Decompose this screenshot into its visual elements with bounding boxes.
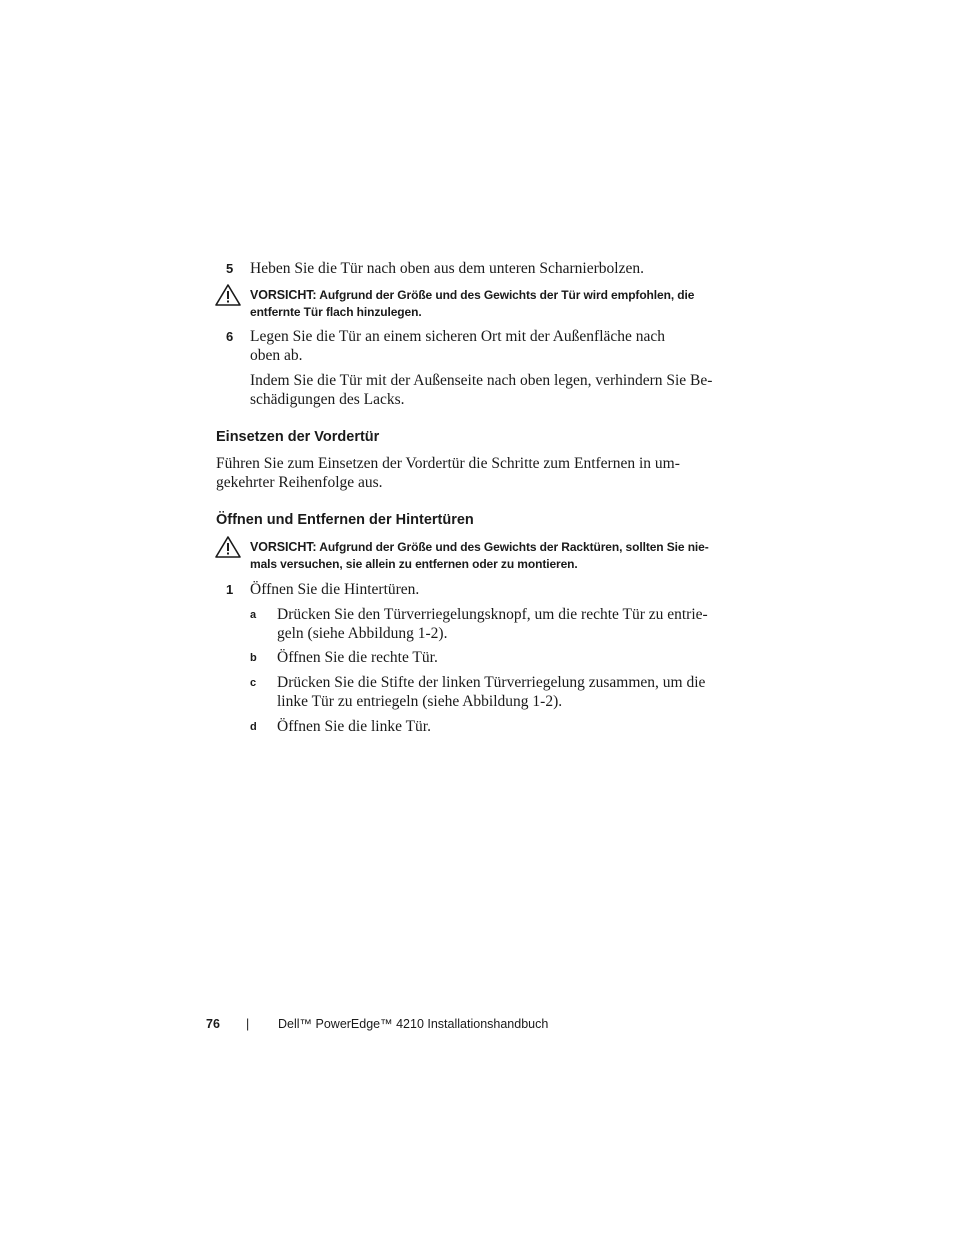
step-text: Öffnen Sie die Hintertüren. xyxy=(250,581,420,598)
substep-letter: b xyxy=(250,652,257,664)
substep-letter: c xyxy=(250,677,257,689)
caution-text: Aufgrund der Größe und des Gewichts der Tür wird empfohlen, die xyxy=(319,288,695,302)
substep-line: Drücken Sie die Stifte der linken Türverriegelung zusammen, um die xyxy=(277,674,706,691)
substep-line: geln (siehe Abbildung 1-2). xyxy=(277,625,448,642)
caution-text: entfernte Tür flach hinzulegen. xyxy=(250,305,422,319)
substep-text xyxy=(277,673,737,711)
substep-text xyxy=(277,605,737,643)
step-number: 6 xyxy=(226,329,234,344)
step-text-line: Legen Sie die Tür an einem sicheren Ort mit der Außenfläche nach xyxy=(250,328,666,345)
footer-separator: | xyxy=(246,1017,250,1031)
section-heading: Öffnen und Entfernen der Hintertüren xyxy=(216,512,474,528)
substep-letter: a xyxy=(250,609,257,621)
page-number: 76 xyxy=(206,1017,220,1031)
warning-triangle-icon xyxy=(214,535,242,559)
substep-line: Drücken Sie den Türverriegelungsknopf, um die rechte Tür zu entrie- xyxy=(277,606,708,623)
step-text xyxy=(250,327,720,365)
substep-letter: d xyxy=(250,721,257,733)
paragraph-line: Führen Sie zum Einsetzen der Vordertür die Schritte zum Entfernen in um- xyxy=(216,455,680,472)
caution-label: VORSICHT: xyxy=(250,540,317,554)
step-text: Heben Sie die Tür nach oben aus dem unteren Scharnierbolzen. xyxy=(250,260,644,277)
caution-text: Aufgrund der Größe und des Gewichts der Racktüren, sollten Sie nie- xyxy=(319,540,709,554)
step-number: 5 xyxy=(226,261,234,276)
footer-title: Dell™ PowerEdge™ 4210 Installationshandbuch xyxy=(278,1017,549,1031)
caution-label: VORSICHT: xyxy=(250,288,317,302)
caution-text: mals versuchen, sie allein zu entfernen oder zu montieren. xyxy=(250,557,578,571)
section-heading: Einsetzen der Vordertür xyxy=(216,429,380,445)
step-text-line: oben ab. xyxy=(250,347,303,364)
substep-text: Öffnen Sie die linke Tür. xyxy=(277,718,431,735)
paragraph-line: gekehrter Reihenfolge aus. xyxy=(216,474,383,491)
caution-note xyxy=(250,539,730,573)
warning-triangle-icon xyxy=(214,283,242,307)
caution-note xyxy=(250,287,730,321)
note-line: schädigungen des Lacks. xyxy=(250,391,405,408)
section-paragraph xyxy=(216,454,726,492)
step-number: 1 xyxy=(226,582,234,597)
substep-line: linke Tür zu entriegeln (siehe Abbildung 1-2). xyxy=(277,693,563,710)
step-note xyxy=(250,371,730,409)
note-line: Indem Sie die Tür mit der Außenseite nach oben legen, verhindern Sie Be- xyxy=(250,372,713,389)
substep-text: Öffnen Sie die rechte Tür. xyxy=(277,649,438,666)
